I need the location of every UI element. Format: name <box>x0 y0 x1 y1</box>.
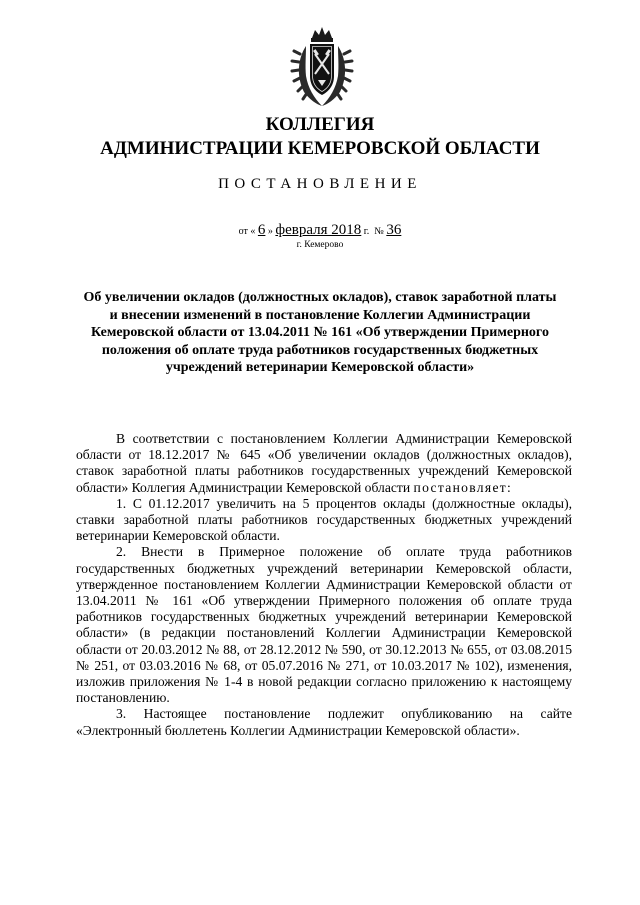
preamble-text: В соответствии с постановлением Коллегии Администрации Кемеровской области от 18.12.2017 № 645 «Об увеличении окладов (должностных окладов), ставок заработной платы работников государственных учреждений Кемеровской области» Коллегия Администрации Кемеровской области <box>76 431 572 495</box>
date-prefix: от « <box>238 226 256 237</box>
preamble-paragraph <box>76 431 572 496</box>
date-number-line <box>0 222 640 240</box>
coat-of-arms-emblem <box>290 24 354 108</box>
document-type: ПОСТАНОВЛЕНИЕ <box>218 176 422 192</box>
item-3: 3. Настоящее постановление подлежит опубликованию на сайте «Электронный бюллетень Коллегии Администрации Кемеровской области». <box>76 706 572 738</box>
date-month-year: февраля 2018 <box>275 222 362 238</box>
city: г. Кемерово <box>296 240 344 250</box>
document-number: 36 <box>386 222 402 238</box>
year-suffix: г. <box>363 226 370 237</box>
resolves-colon: : <box>507 479 511 495</box>
item-2: 2. Внести в Примерное положение об оплате труда работников государственных бюджетных учреждений ветеринарии Кемеровской области, утвержденное постановлением Коллегии Администрации Кемеровской области от 13.04.2011 № 161 «Об утверждении Примерного положения об оплате труда работников государственных бюджетных учреждений ветеринарии Кемеровской области» (в редакции постановлений Коллегии Администрации Кемеровской области от 20.03.2012 № 88, от 28.12.2012 № 590, от 30.12.2013 № 655, от 03.08.2015 № 251, от 03.03.2016 № 68, от 05.07.2016 № 271, от 10.03.2017 № 102), изменения, изложив приложения № 1-4 в новой редакции согласно приложению к настоящему постановлению. <box>76 544 572 706</box>
resolves-word: постановляет <box>413 479 508 495</box>
organization-name-line2: АДМИНИСТРАЦИИ КЕМЕРОВСКОЙ ОБЛАСТИ <box>100 138 540 159</box>
number-prefix: № <box>374 226 384 237</box>
date-mid: » <box>267 226 273 237</box>
organization-name: КОЛЛЕГИЯ <box>265 114 375 135</box>
item-1: 1. С 01.12.2017 увеличить на 5 процентов оклады (должностные оклады), ставки заработной платы работников государственных бюджетных учреждений ветеринарии Кемеровской области. <box>76 495 572 544</box>
document-subject: Об увеличении окладов (должностных окладов), ставок заработной платы и внесении изменений в постановление Коллегии Администрации Кемеровской области от 13.04.2011 № 161 «Об утверждении Примерного положения об оплате труда работников государственных бюджетных учреждений ветеринарии Кемеровской области» <box>83 290 557 375</box>
document-body <box>76 431 572 739</box>
date-day: 6 <box>257 222 266 238</box>
